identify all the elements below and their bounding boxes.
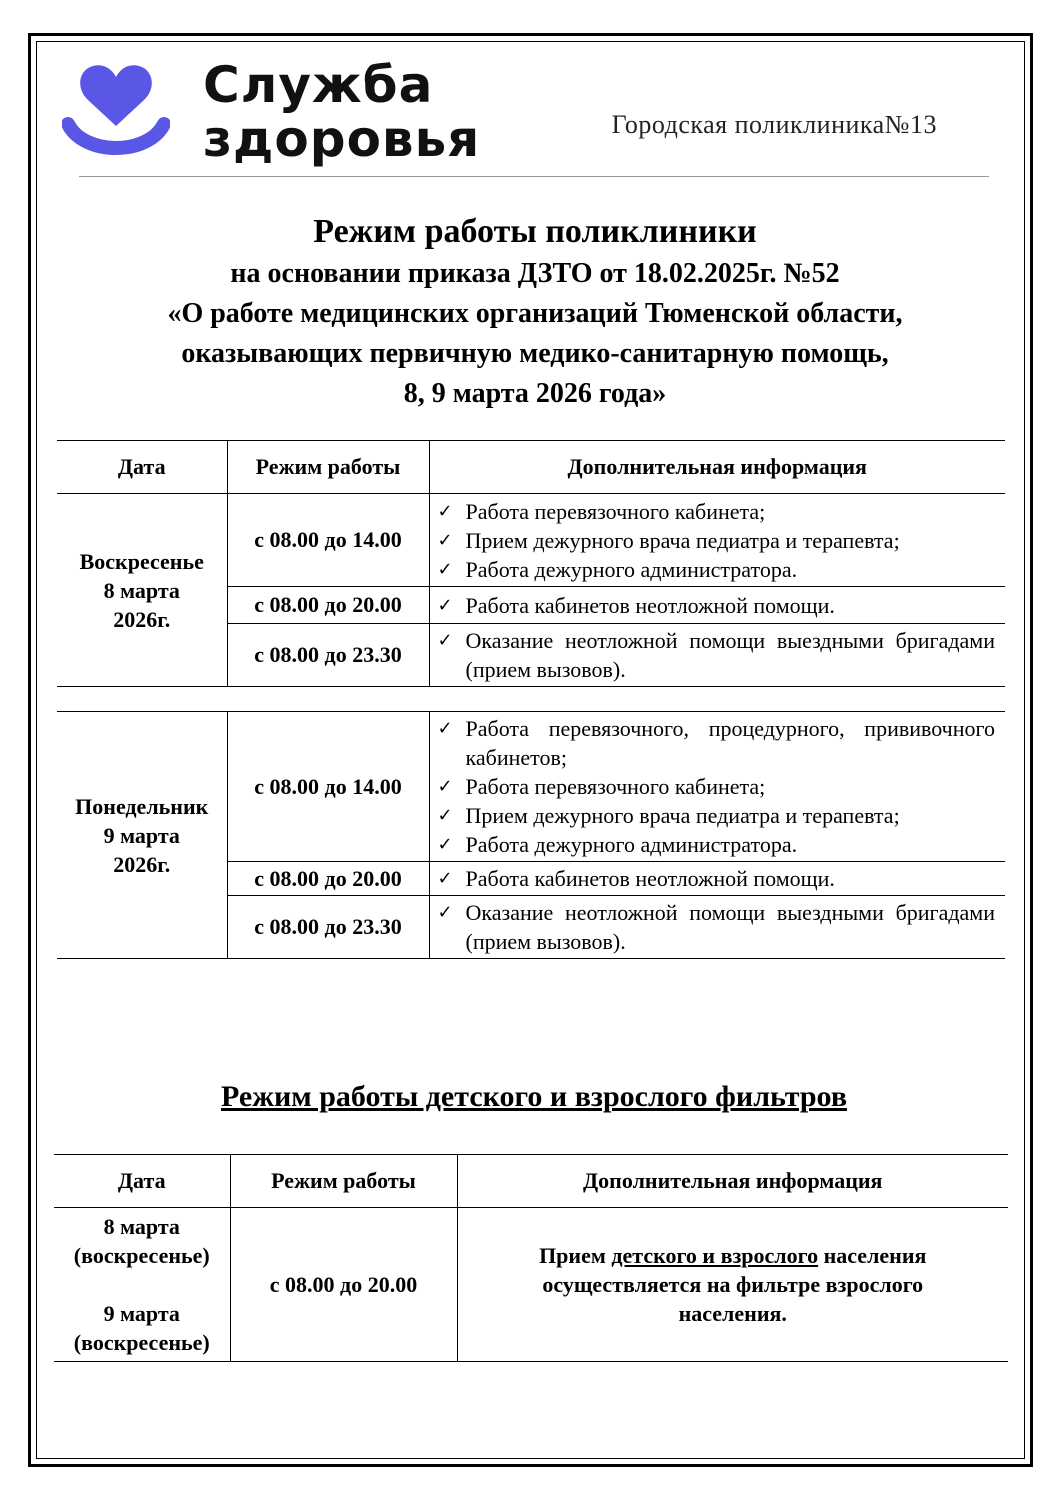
filters-section-title: Режим работы детского и взрослого фильтров [220, 1080, 848, 1113]
checklist-item: ✓ Работа перевязочного, процедурного, прививочного кабинетов; [466, 714, 996, 772]
checklist-item: ✓ Работа дежурного администратора. [466, 830, 996, 859]
date-day: 9 марта [103, 822, 180, 848]
schedule-table-sunday [57, 440, 1005, 687]
header-divider [79, 176, 989, 177]
checklist-item: ✓ Работа кабинетов неотложной помощи. [466, 864, 996, 893]
checklist-item: ✓ Прием дежурного врача педиатра и терапевта; [466, 801, 996, 830]
date-cell [54, 1208, 230, 1362]
mode-cell: с 08.00 до 20.00 [227, 862, 429, 896]
info-cell [429, 896, 1005, 959]
mode-cell: с 08.00 до 23.30 [227, 896, 429, 959]
date-weekday: Понедельник [75, 793, 209, 819]
info-cell [429, 862, 1005, 896]
mode-cell: с 08.00 до 23.30 [227, 624, 429, 687]
mode-cell: с 08.00 до 20.00 [227, 587, 429, 624]
date-spacer [54, 1270, 230, 1299]
filter-info-post: населения осуществляется на фильтре взрослого населения. [542, 1243, 927, 1326]
table-header-row [54, 1155, 1008, 1208]
date-day-1: 8 марта [103, 1214, 180, 1239]
mode-cell: с 08.00 до 14.00 [227, 494, 429, 587]
checklist-item: ✓ Оказание неотложной помощи выездными бригадами (прием вызовов). [466, 626, 996, 684]
order-title-line-2: оказывающих первичную медико-санитарную помощь, [181, 338, 889, 369]
heart-smile-logo-icon [62, 60, 170, 162]
checklist-item: ✓ Оказание неотложной помощи выездными бригадами (прием вызовов). [466, 898, 996, 956]
order-title-line-3: 8, 9 марта 2026 года» [403, 378, 667, 409]
filter-info-cell [457, 1208, 1008, 1362]
checklist-item: ✓ Прием дежурного врача педиатра и терапевта; [466, 526, 996, 555]
column-header-mode: Режим работы [230, 1155, 457, 1208]
date-weekday-1: (воскресенье) [73, 1243, 210, 1268]
table-header-row [57, 441, 1005, 494]
mode-cell: с 08.00 до 20.00 [230, 1208, 457, 1362]
order-reference: на основании приказа ДЗТО от 18.02.2025г. №52 [230, 258, 840, 289]
date-weekday-2: (воскресенье) [73, 1330, 210, 1355]
table-row [54, 1208, 1008, 1362]
filters-table [54, 1154, 1008, 1362]
order-title-line-1: «О работе медицинских организаций Тюменской области, [167, 298, 903, 329]
date-day-2: 9 марта [103, 1301, 180, 1326]
checklist-item: ✓ Работа дежурного администратора. [466, 555, 996, 584]
checklist-item: ✓ Работа перевязочного кабинета; [466, 497, 996, 526]
date-weekday: Воскресенье [79, 548, 204, 574]
logo-wordmark [203, 58, 480, 166]
mode-cell: с 08.00 до 14.00 [227, 712, 429, 862]
column-header-info: Дополнительная информация [457, 1155, 1008, 1208]
column-header-date: Дата [57, 441, 227, 494]
info-cell [429, 712, 1005, 862]
checklist-item: ✓ Работа перевязочного кабинета; [466, 772, 996, 801]
table-row [57, 712, 1005, 862]
column-header-mode: Режим работы [227, 441, 429, 494]
filter-info-underlined: детского и взрослого [611, 1243, 819, 1268]
logo-line-1: Служба [203, 56, 434, 114]
date-cell [57, 712, 227, 959]
logo-line-2: здоровья [203, 110, 481, 168]
column-header-date: Дата [54, 1155, 230, 1208]
document-headings [60, 210, 1010, 414]
info-cell [429, 624, 1005, 687]
date-year: 2026г. [113, 606, 171, 632]
filter-info-pre: Прием [539, 1243, 612, 1268]
date-cell [57, 494, 227, 687]
date-year: 2026г. [113, 851, 171, 877]
clinic-name: Городская поликлиника№13 [611, 110, 937, 139]
document-title: Режим работы поликлиники [313, 213, 757, 250]
info-cell [429, 587, 1005, 624]
schedule-table-monday [57, 711, 1005, 959]
column-header-info: Дополнительная информация [429, 441, 1005, 494]
info-cell [429, 494, 1005, 587]
date-day: 8 марта [103, 577, 180, 603]
table-row [57, 494, 1005, 587]
checklist-item: ✓ Работа кабинетов неотложной помощи. [466, 591, 996, 620]
